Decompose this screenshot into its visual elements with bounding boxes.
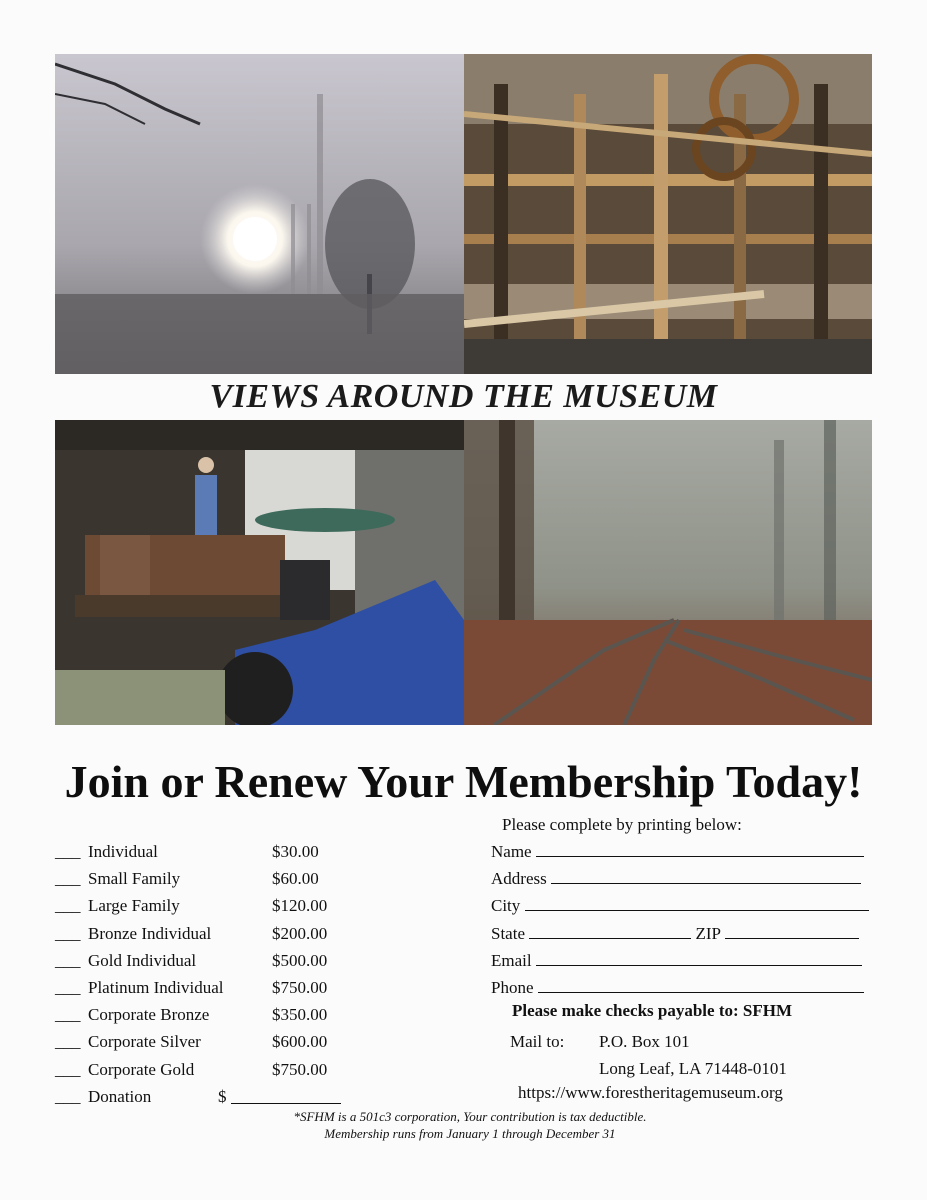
footnote-tax-deductible: *SFHM is a 501c3 corporation, Your contribution is tax deductible. <box>293 1109 647 1124</box>
membership-headline: Join or Renew Your Membership Today! <box>64 756 863 807</box>
level-price: $30.00 <box>272 842 319 861</box>
name-field[interactable] <box>536 839 864 857</box>
email-row <box>491 947 871 974</box>
level-price: $350.00 <box>272 1005 328 1025</box>
mail-address-line1: P.O. Box 101 <box>599 1032 690 1051</box>
level-gold-individual[interactable] <box>55 947 355 974</box>
level-name: Platinum Individual <box>88 977 224 997</box>
level-name: Corporate Silver <box>88 1032 201 1052</box>
state-zip-row <box>491 920 871 947</box>
level-checkbox-blank[interactable]: ___ <box>55 923 81 943</box>
photo-foggy-railroad <box>464 420 872 725</box>
level-name: Large Family <box>88 896 180 916</box>
footnote-membership-period: Membership runs from January 1 through December 31 <box>324 1126 616 1141</box>
level-price: $60.00 <box>272 869 319 889</box>
level-corporate-gold[interactable] <box>55 1056 355 1083</box>
level-checkbox-blank[interactable]: ___ <box>55 842 81 861</box>
payable-instructions: Please make checks payable to: SFHM <box>512 1001 792 1020</box>
mail-address-line2: Long Leaf, LA 71448-0101 <box>599 1059 787 1078</box>
level-checkbox-blank[interactable]: ___ <box>55 977 81 997</box>
contact-form <box>491 838 871 1001</box>
level-corporate-silver[interactable] <box>55 1028 355 1055</box>
donation-amount-field[interactable] <box>231 1083 341 1104</box>
state-field[interactable] <box>529 921 691 939</box>
address-label: Address <box>491 869 547 889</box>
name-row <box>491 838 871 865</box>
level-large-family[interactable] <box>55 892 355 919</box>
email-field[interactable] <box>536 948 862 966</box>
level-name: Individual <box>88 842 158 861</box>
level-checkbox-blank[interactable]: ___ <box>55 950 81 970</box>
level-price: $500.00 <box>272 950 328 970</box>
level-checkbox-blank[interactable]: ___ <box>55 1005 81 1025</box>
email-label: Email <box>491 950 532 970</box>
phone-row <box>491 974 871 1001</box>
address-row <box>491 865 871 892</box>
level-name: Corporate Bronze <box>88 1005 210 1025</box>
phone-field[interactable] <box>538 975 864 993</box>
level-name: Bronze Individual <box>88 923 212 943</box>
level-platinum-individual[interactable] <box>55 974 355 1001</box>
level-checkbox-blank[interactable]: ___ <box>55 896 81 916</box>
name-label: Name <box>491 842 532 861</box>
level-donation[interactable] <box>55 1083 355 1110</box>
level-bronze-individual[interactable] <box>55 920 355 947</box>
level-name: Corporate Gold <box>88 1059 195 1079</box>
level-checkbox-blank[interactable]: ___ <box>55 1059 81 1079</box>
photos-caption: VIEWS AROUND THE MUSEUM <box>209 378 718 415</box>
photo-sawmill-interior <box>464 54 872 374</box>
photo-foggy-sunrise <box>55 54 464 374</box>
address-field[interactable] <box>551 866 861 884</box>
zip-field[interactable] <box>725 921 859 939</box>
level-price: $600.00 <box>272 1032 328 1052</box>
level-checkbox-blank[interactable]: ___ <box>55 1032 81 1052</box>
level-checkbox-blank[interactable]: ___ <box>55 1086 81 1106</box>
membership-levels <box>55 838 355 1110</box>
phone-label: Phone <box>491 977 534 997</box>
donation-dollar-sign: $ <box>218 1086 227 1106</box>
city-label: City <box>491 896 521 916</box>
level-price: $200.00 <box>272 923 328 943</box>
level-individual[interactable] <box>55 838 355 865</box>
level-name: Small Family <box>88 869 181 889</box>
form-instructions: Please complete by printing below: <box>502 815 742 834</box>
state-label: State <box>491 923 525 943</box>
level-corporate-bronze[interactable] <box>55 1001 355 1028</box>
level-price: $750.00 <box>272 1059 328 1079</box>
zip-label: ZIP <box>695 923 721 943</box>
city-row <box>491 892 871 919</box>
website-url[interactable]: https://www.forestheritagemuseum.org <box>518 1083 783 1102</box>
level-price: $750.00 <box>272 977 328 997</box>
level-name: Gold Individual <box>88 950 197 970</box>
level-name: Donation <box>88 1086 152 1106</box>
footnote <box>230 1108 710 1142</box>
city-field[interactable] <box>525 893 869 911</box>
mail-label: Mail to: <box>510 1032 565 1051</box>
level-checkbox-blank[interactable]: ___ <box>55 869 81 889</box>
level-small-family[interactable] <box>55 865 355 892</box>
level-price: $120.00 <box>272 896 328 916</box>
photo-barn-tractor <box>55 420 464 725</box>
